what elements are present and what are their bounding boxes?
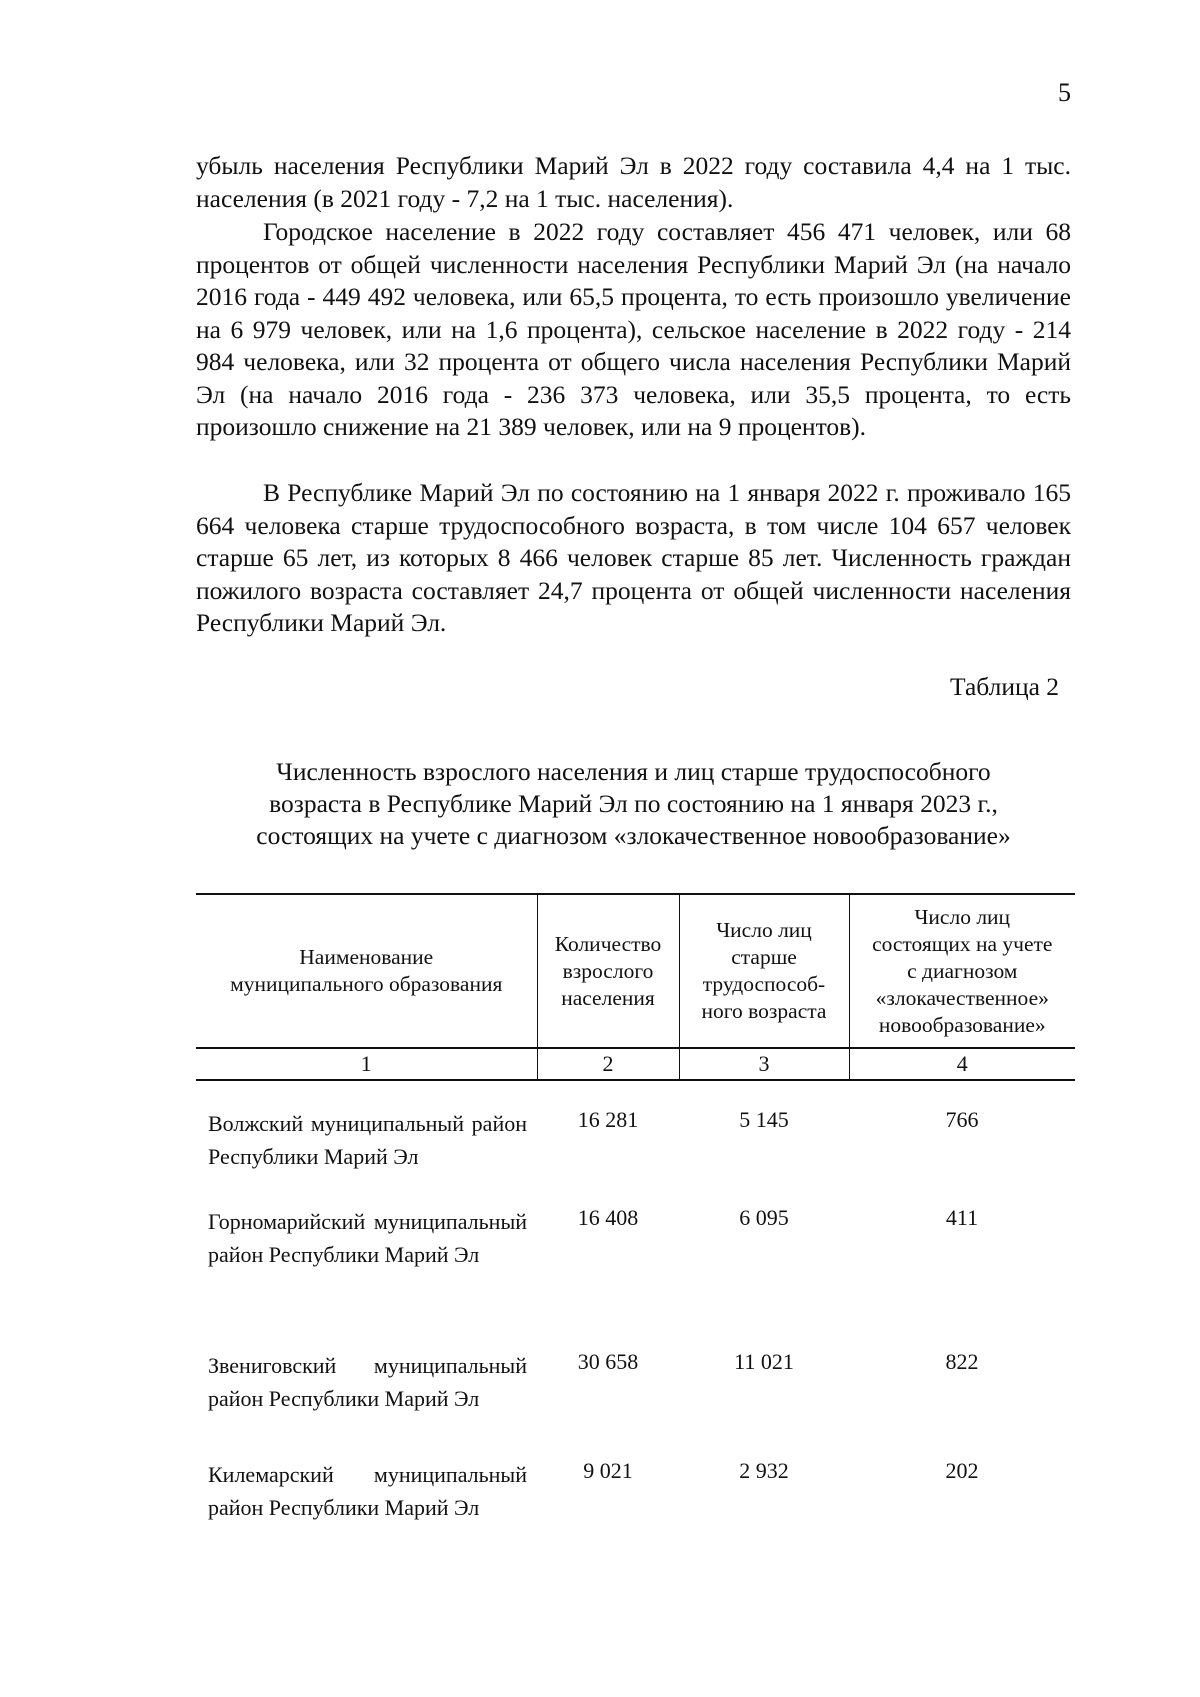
cancer-registered: 411 (945, 1205, 979, 1230)
table-row (196, 1448, 1075, 1538)
adult-population: 9 021 (583, 1458, 633, 1483)
municipality-name: Волжский муниципальный район Республики Марий Эл (208, 1111, 527, 1169)
table-title-line: Численность взрослого населения и лиц старше трудоспособного (276, 757, 991, 786)
elderly-count: 5 145 (739, 1107, 789, 1132)
data-table (196, 893, 1075, 1538)
cancer-registered: 822 (945, 1349, 979, 1374)
elderly-count: 6 095 (739, 1205, 789, 1230)
table-title-line: состоящих на учете с диагнозом «злокачественное новообразование» (256, 821, 1011, 850)
header-row (196, 894, 1075, 1048)
elderly-count: 2 932 (739, 1458, 789, 1483)
table-label: Таблица 2 (950, 672, 1060, 701)
elderly-count: 11 021 (734, 1349, 794, 1374)
cancer-registered: 766 (945, 1107, 979, 1132)
page-number: 5 (1058, 78, 1071, 107)
adult-population: 16 408 (577, 1205, 639, 1230)
header-elderly-count: Число лиц старше трудоспособ- ного возраста (679, 894, 849, 1048)
header-municipality: Наименование муниципального образования (196, 894, 537, 1048)
paragraph-urban-rural: Городское население в 2022 году составляет 456 471 человек, или 68 процентов от общей численности населения Республики Марий Эл (на начало 2016 года - 449 492 человека, или 65,5 процента, то есть произошло увеличение на 6 979 человек, или на 1,6 процента), сельское население в 2022 году - 214 984 человека, или 32 процента от общего числа населения Республики Марий Эл (на начало 2016 года - 236 373 человека, или 35,5 процента, то есть произошло снижение на 21 389 человек, или на 9 процентов). (196, 217, 1071, 441)
adult-population: 16 281 (577, 1107, 639, 1132)
column-number: 2 (537, 1048, 679, 1080)
municipality-name: Звениговский муниципальный район Республики Марий Эл (208, 1353, 527, 1411)
header-cancer-registered: Число лиц состоящих на учете с диагнозом «злокачественное» новообразование» (849, 894, 1075, 1048)
table-row (196, 1195, 1075, 1339)
column-number: 1 (196, 1048, 537, 1080)
header-adult-population: Количество взрослого населения (537, 894, 679, 1048)
table-row (196, 1339, 1075, 1448)
municipality-name: Горномарийский муниципальный район Республики Марий Эл (208, 1209, 527, 1267)
paragraph-population-decline: убыль населения Республики Марий Эл в 2022 году составила 4,4 на 1 тыс. населения (в 2021 году - 7,2 на 1 тыс. населения). (196, 151, 1071, 213)
municipality-name: Килемарский муниципальный район Республики Марий Эл (208, 1462, 527, 1520)
paragraph-elderly: В Республике Марий Эл по состоянию на 1 января 2022 г. проживало 165 664 человека старше трудоспособного возраста, в том числе 104 657 человек старше 65 лет, из которых 8 466 человек старше 85 лет. Численность граждан пожилого возраста составляет 24,7 процента от общей численности населения Республики Марий Эл. (196, 478, 1071, 637)
table-row (196, 1097, 1075, 1195)
column-number-row (196, 1048, 1075, 1080)
table-title (196, 756, 1071, 852)
column-number: 3 (679, 1048, 849, 1080)
cancer-registered: 202 (945, 1458, 979, 1483)
column-number: 4 (849, 1048, 1075, 1080)
adult-population: 30 658 (577, 1349, 639, 1374)
table-title-line: возраста в Республике Марий Эл по состоянию на 1 января 2023 г., (269, 789, 998, 818)
